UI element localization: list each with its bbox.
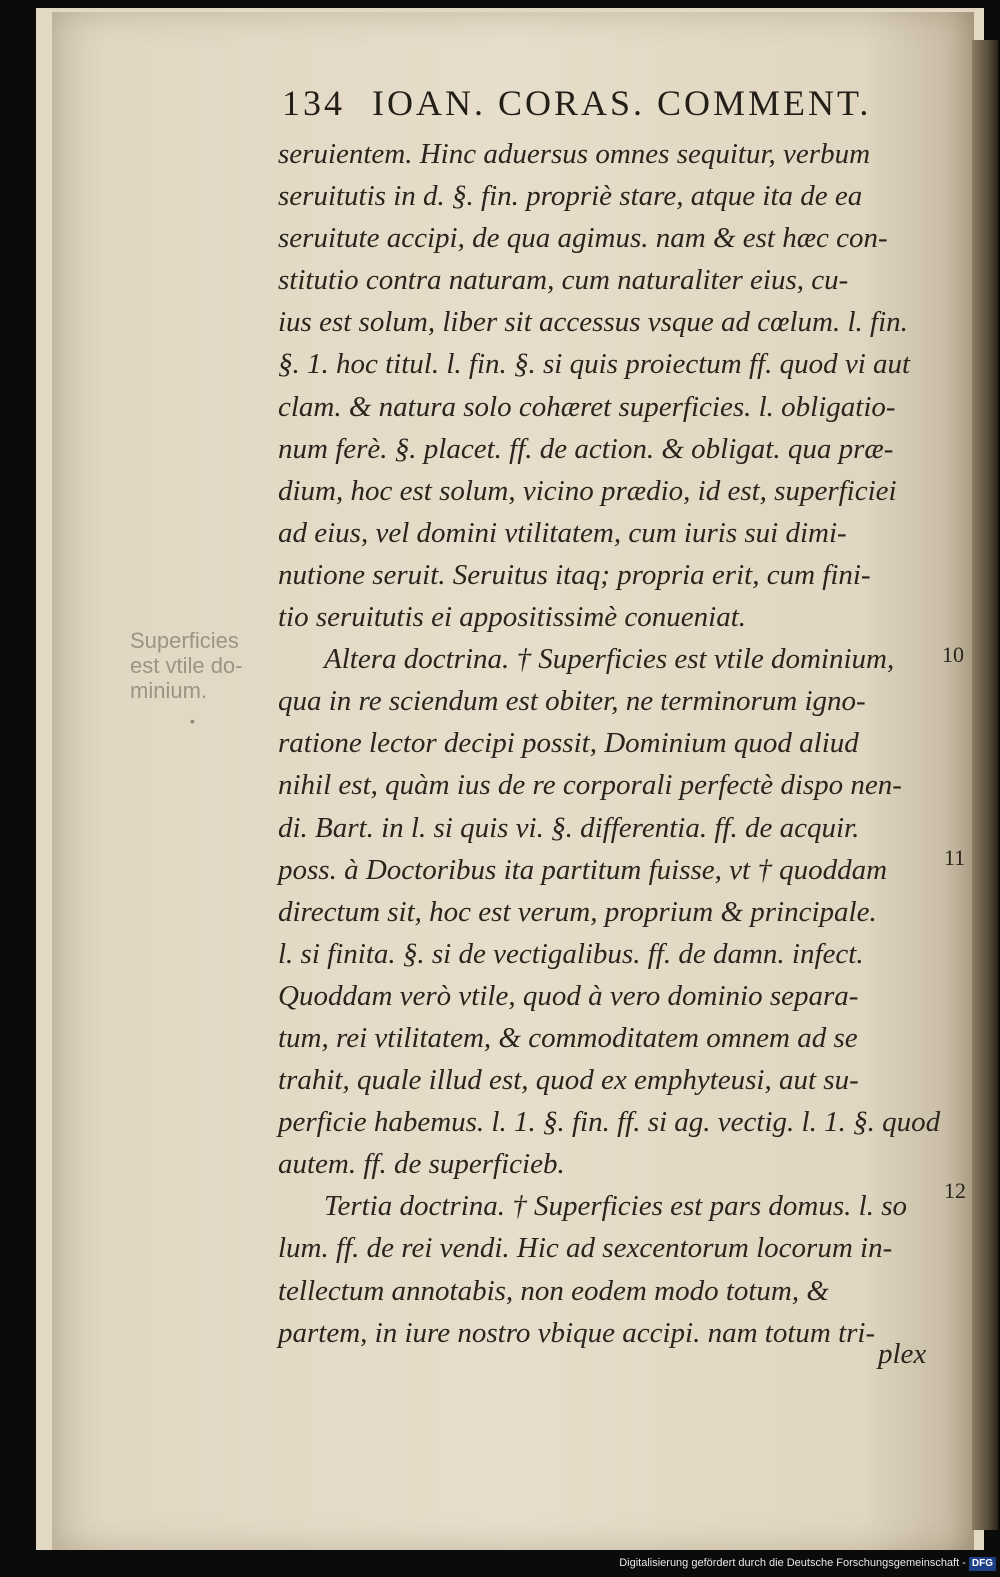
dfg-logo: DFG [969,1557,996,1571]
text-line: Quoddam verò vtile, quod à vero dominio separa- [278,979,859,1012]
running-header [282,82,922,128]
line-number: 12 [944,1178,966,1203]
text-line: directum sit, hoc est verum, proprium & principale. [278,895,877,928]
text-line: perficie habemus. l. 1. §. fin. ff. si ag. vectig. l. 1. §. quod [278,1106,941,1139]
text-line: nihil est, quàm ius de re corporali perfectè dispo nen- [278,769,902,802]
text-line: seruientem. Hinc aduersus omnes sequitur, verbum [278,138,871,170]
main-text [278,133,958,1354]
text-line: l. si finita. §. si de vectigalibus. ff. de damn. infect. [278,937,864,970]
catchword: plex [878,1338,927,1370]
text-line: partem, in iure nostro vbique accipi. nam totum tri- [278,1316,876,1349]
text-line: dium, hoc est solum, vicino prædio, id est, superficiei [278,474,897,507]
marginal-note [130,628,270,734]
text-line: lum. ff. de rei vendi. Hic ad sexcentorum locorum in- [278,1232,893,1265]
text-line: trahit, quale illud est, quod ex emphyteusi, aut su- [278,1064,859,1097]
page-edge [972,40,998,1530]
line-number: 11 [944,845,966,870]
digitization-footer [600,1553,996,1573]
text-line: num ferè. §. placet. ff. de action. & obligat. qua præ- [278,432,894,465]
text-line: di. Bart. in l. si quis vi. §. differentia. ff. de acquir. [278,811,860,844]
text-line: Altera doctrina. † Superficies est vtile dominium, [324,643,895,676]
text-line: clam. & natura solo cohæret superficies. l. obligatio- [278,390,896,423]
text-line: poss. à Doctoribus ita partitum fuisse, vt † quoddam [278,853,888,886]
line-number: 10 [942,642,964,667]
page-number: 134 [282,83,345,123]
text-line: tellectum annotabis, non eodem modo totum, & [278,1274,829,1307]
marginal-dot-icon: • [190,713,195,729]
marginal-note-line: Superficies [130,628,239,653]
text-line: Tertia doctrina. † Superficies est pars domus. l. so [324,1190,907,1223]
text-line: ad eius, vel domini vtilitatem, cum iuris sui dimi- [278,516,847,549]
text-line: nutione seruit. Seruitus itaq; propria erit, cum fini- [278,558,871,591]
text-line: qua in re sciendum est obiter, ne terminorum igno- [278,685,866,718]
running-title: IOAN. CORAS. COMMENT. [372,83,872,123]
marginal-note-line: est vtile do- [130,653,243,678]
text-line: ius est solum, liber sit accessus vsque ad cœlum. l. fin. [278,306,908,339]
marginal-note-line: minium. [130,678,208,703]
text-line: §. 1. hoc titul. l. fin. §. si quis proiectum ff. quod vi aut [278,348,911,381]
text-line: seruitute accipi, de qua agimus. nam & est hæc con- [278,222,888,255]
text-line: stitutio contra naturam, cum naturaliter eius, cu- [278,264,849,297]
text-line: autem. ff. de superficieb. [278,1148,565,1181]
footer-credit: Digitalisierung gefördert durch die Deutsche Forschungsgemeinschaft - [619,1557,966,1569]
text-line: seruitutis in d. §. fin. propriè stare, atque ita de ea [278,180,863,213]
text-line: ratione lector decipi possit, Dominium quod aliud [278,727,859,760]
text-line: tio seruitutis ei appositissimè conueniat. [278,601,747,634]
text-line: tum, rei vtilitatem, & commoditatem omnem ad se [278,1021,858,1054]
